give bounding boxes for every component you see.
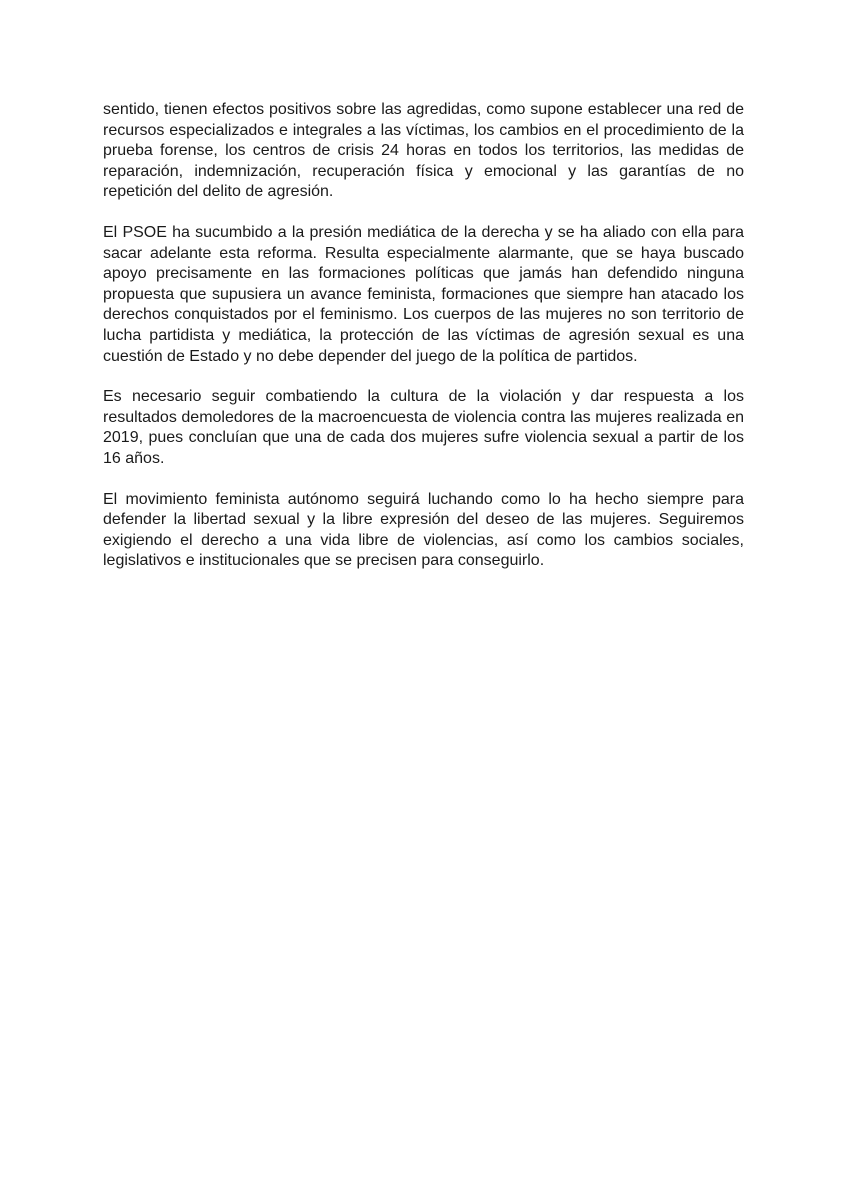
document-body bbox=[103, 100, 744, 592]
paragraph-4: El movimiento feminista autónomo seguirá luchando como lo ha hecho siempre para defender la libertad sexual y la libre expresión del deseo de las mujeres. Seguiremos exigiendo el derecho a una vida libre de violencias, así como los cambios sociales, legislativos e institucionales que se precisen para conseguirlo. bbox=[103, 490, 744, 570]
paragraph-2: El PSOE ha sucumbido a la presión mediática de la derecha y se ha aliado con ella para sacar adelante esta reforma. Resulta especialmente alarmante, que se haya buscado apoyo precisamente en las formaciones políticas que jamás han defendido ninguna propuesta que supusiera un avance feminista, formaciones que siempre han atacado los derechos conquistados por el feminismo. Los cuerpos de las mujeres no son territorio de lucha partidista y mediática, la protección de las víctimas de agresión sexual es una cuestión de Estado y no debe depender del juego de la política de partidos. bbox=[103, 223, 744, 365]
paragraph-1: sentido, tienen efectos positivos sobre las agredidas, como supone establecer una red de recursos especializados e integrales a las víctimas, los cambios en el procedimiento de la prueba forense, los centros de crisis 24 horas en todos los territorios, las medidas de reparación, indemnización, recuperación física y emocional y las garantías de no repetición del delito de agresión. bbox=[103, 101, 744, 201]
paragraph-3: Es necesario seguir combatiendo la cultura de la violación y dar respuesta a los resultados demoledores de la macroencuesta de violencia contra las mujeres realizada en 2019, pues concluían que una de cada dos mujeres sufre violencia sexual a partir de los 16 años. bbox=[103, 388, 744, 467]
